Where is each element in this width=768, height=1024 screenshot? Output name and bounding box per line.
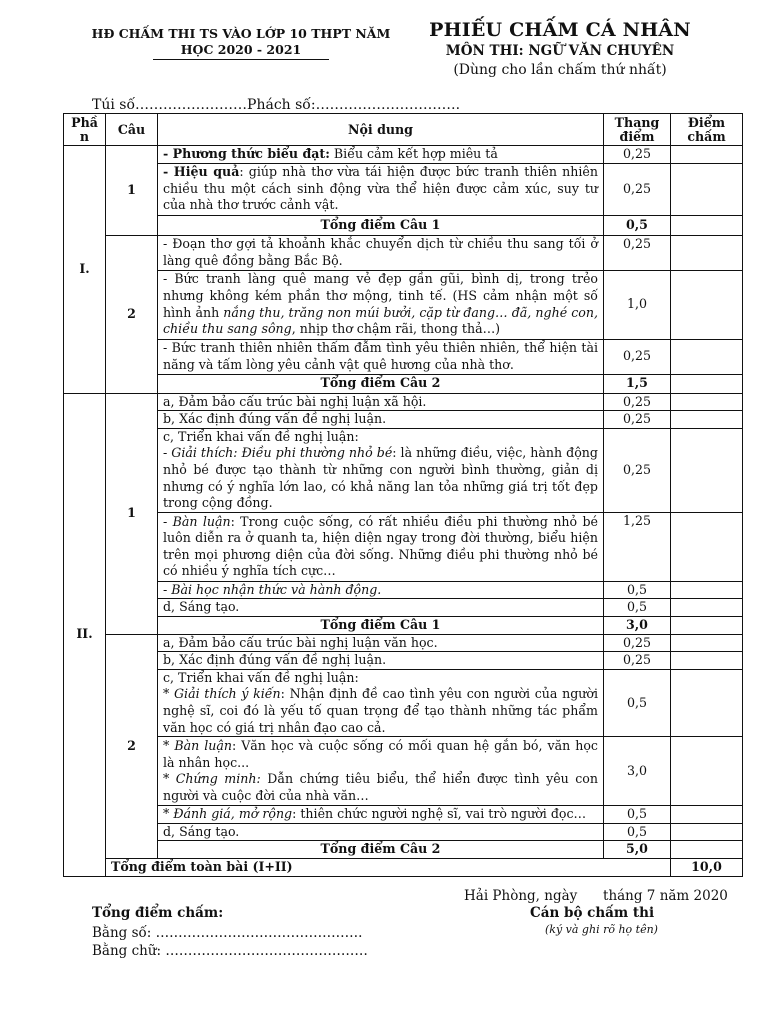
subtotal-label: Tổng điểm Câu 1 (158, 616, 604, 634)
content-cell: c, Triển khai vấn đề nghị luận: * Giải thích ý kiến: Nhận định đề cao tình yêu con người của người nghệ sĩ, coi đó là yếu tố quan trọng để tạo thành những tác phẩm văn học có giá trị nhân đạo cao cả. (158, 669, 604, 736)
header-max-score: Thang điểm (604, 114, 671, 146)
content-cell: * Bàn luận: Văn học và cuộc sống có mối quan hệ gắn bó, văn học là nhân học... * Chứng minh: Dẫn chứng tiêu biểu, thể hiển được tình yêu con người và cuộc đời của nhà văn… (158, 737, 604, 806)
scoring-table (63, 113, 743, 877)
grand-total-score: 10,0 (671, 858, 743, 876)
awarded-score-cell[interactable] (671, 512, 743, 581)
max-score: 0,25 (604, 339, 671, 374)
subtotal-row (64, 215, 743, 235)
content-cell: a, Đảm bảo cấu trúc bài nghị luận văn học. (158, 634, 604, 652)
subtotal-row (64, 374, 743, 393)
awarded-score-cell[interactable] (671, 339, 743, 374)
max-score: 0,5 (604, 806, 671, 824)
content-cell: - Hiệu quả: giúp nhà thơ vừa tái hiện được bức tranh thiên nhiên chiều thu một cách sinh động vừa thể hiện được cảm xúc, suy tư của nhà thơ trước cảnh vật. (158, 163, 604, 215)
subtotal-row (64, 841, 743, 859)
subtotal-label: Tổng điểm Câu 2 (158, 841, 604, 859)
subtotal-label: Tổng điểm Câu 2 (158, 374, 604, 393)
part-label: I. (64, 146, 106, 394)
max-score: 1,25 (604, 512, 671, 581)
table-row (64, 581, 743, 599)
question-label: 2 (106, 235, 158, 393)
part-label: II. (64, 393, 106, 876)
content-cell: - Đoạn thơ gợi tả khoảnh khắc chuyển dịch từ chiều thu sang tối ở làng quê đồng bằng Bắc Bộ. (158, 235, 604, 270)
content-cell: * Đánh giá, mở rộng: thiên chức người nghệ sĩ, vai trò người đọc… (158, 806, 604, 824)
form-note: (Dùng cho lần chấm thứ nhất) (453, 62, 667, 78)
max-score: 0,5 (604, 599, 671, 617)
awarded-score-cell[interactable] (671, 823, 743, 841)
max-score: 0,5 (604, 823, 671, 841)
place-date: Hải Phòng, ngày tháng 7 năm 2020 (464, 888, 728, 904)
awarded-score-cell[interactable] (671, 428, 743, 512)
awarded-score-cell[interactable] (671, 599, 743, 617)
total-score-label: Tổng điểm chấm: (92, 905, 224, 921)
subtotal-label: Tổng điểm Câu 1 (158, 215, 604, 235)
table-row (64, 634, 743, 652)
max-score: 0,25 (604, 393, 671, 411)
officer-label: Cán bộ chấm thi (530, 905, 655, 921)
awarded-score-cell[interactable] (671, 215, 743, 235)
table-row (64, 339, 743, 374)
table-row (64, 235, 743, 270)
content-cell: - Bức tranh thiên nhiên thấm đẫm tình yêu thiên nhiên, thể hiện tài năng và tấm lòng yêu cảnh vật quê hương của nhà thơ. (158, 339, 604, 374)
max-score: 0,25 (604, 634, 671, 652)
table-row (64, 652, 743, 670)
table-header-row (64, 114, 743, 146)
max-score: 0,25 (604, 428, 671, 512)
max-score: 0,5 (604, 581, 671, 599)
score-in-words[interactable]: Bằng chữ: ……………………………………… (92, 943, 368, 959)
bag-code-line: Túi số……………………Phách số:…………………………. (92, 97, 461, 113)
table-row (64, 823, 743, 841)
content-cell: b, Xác định đúng vấn đề nghị luận. (158, 652, 604, 670)
grand-total-label: Tổng điểm toàn bài (I+II) (106, 858, 671, 876)
awarded-score-cell[interactable] (671, 163, 743, 215)
content-cell: - Phương thức biểu đạt: Biểu cảm kết hợp miêu tả (158, 146, 604, 164)
content-cell: - Bàn luận: Trong cuộc sống, có rất nhiều điều phi thường nhỏ bé luôn diễn ra ở quanh ta, hiện diện ngay trong đời thường, biểu hiện trên mọi phương diện của đời sống. Những điều phi thường nhỏ bé có nhiều ý nghĩa tích cực… (158, 512, 604, 581)
max-score: 0,25 (604, 146, 671, 164)
max-score: 0,5 (604, 669, 671, 736)
header-content: Nội dung (158, 114, 604, 146)
table-row (64, 737, 743, 806)
awarded-score-cell[interactable] (671, 806, 743, 824)
form-header (410, 18, 710, 80)
table-row (64, 599, 743, 617)
score-in-numbers[interactable]: Bằng số: ………………………………………. (92, 925, 363, 941)
table-row (64, 806, 743, 824)
content-cell: a, Đảm bảo cấu trúc bài nghị luận xã hội. (158, 393, 604, 411)
grand-total-row (64, 858, 743, 876)
table-row (64, 163, 743, 215)
awarded-score-cell[interactable] (671, 634, 743, 652)
header-part: Phầ n (64, 114, 106, 146)
max-score: 3,0 (604, 737, 671, 806)
max-score: 1,0 (604, 270, 671, 339)
content-cell: d, Sáng tạo. (158, 599, 604, 617)
awarded-score-cell[interactable] (671, 737, 743, 806)
awarded-score-cell[interactable] (671, 841, 743, 859)
max-score: 0,25 (604, 652, 671, 670)
subtotal-score: 5,0 (604, 841, 671, 859)
form-subject: MÔN THI: NGỮ VĂN CHUYÊN (445, 43, 675, 59)
max-score: 0,25 (604, 411, 671, 429)
subtotal-score: 3,0 (604, 616, 671, 634)
max-score: 0,25 (604, 235, 671, 270)
header-awarded-score: Điểm chấm (671, 114, 743, 146)
content-cell: - Bức tranh làng quê mang vẻ đẹp gần gũi, bình dị, trong trẻo nhưng không kém phần thơ mộng, tinh tế. (HS cảm nhận một số hình ảnh nắng thu, trăng non múi bưởi, cặp từ đang… đã, nghé con, chiều thu sang sông, nhịp thơ chậm rãi, thong thả…) (158, 270, 604, 339)
table-row (64, 411, 743, 429)
content-cell: b, Xác định đúng vấn đề nghị luận. (158, 411, 604, 429)
table-row (64, 669, 743, 736)
awarded-score-cell[interactable] (671, 146, 743, 164)
max-score: 0,25 (604, 163, 671, 215)
awarded-score-cell[interactable] (671, 270, 743, 339)
table-row (64, 393, 743, 411)
awarded-score-cell[interactable] (671, 374, 743, 393)
awarded-score-cell[interactable] (671, 411, 743, 429)
table-row (64, 270, 743, 339)
content-cell: - Bài học nhận thức và hành động. (158, 581, 604, 599)
header-question: Câu (106, 114, 158, 146)
form-title: PHIẾU CHẤM CÁ NHÂN (429, 19, 691, 41)
officer-signature-note: (ký và ghi rõ họ tên) (545, 923, 658, 936)
question-label: 1 (106, 146, 158, 236)
content-cell: d, Sáng tạo. (158, 823, 604, 841)
question-label: 2 (106, 634, 158, 858)
awarded-score-cell[interactable] (671, 581, 743, 599)
awarded-score-cell[interactable] (671, 235, 743, 270)
subtotal-row (64, 616, 743, 634)
awarded-score-cell[interactable] (671, 669, 743, 736)
awarded-score-cell[interactable] (671, 393, 743, 411)
content-cell: c, Triển khai vấn đề nghị luận: - Giải thích: Điều phi thường nhỏ bé: là những điều, việc, hành động nhỏ bé được tạo thành từ những con người bình thường, giản dị nhưng có ý nghĩa lớn lao, có khả năng lan tỏa những giá trị tốt đẹp trong cộng đồng. (158, 428, 604, 512)
subtotal-score: 0,5 (604, 215, 671, 235)
awarded-score-cell[interactable] (671, 616, 743, 634)
council-header (78, 26, 404, 60)
table-row (64, 428, 743, 512)
council-line2: HỌC 2020 - 2021 (153, 42, 329, 60)
subtotal-score: 1,5 (604, 374, 671, 393)
question-label: 1 (106, 393, 158, 634)
table-row (64, 146, 743, 164)
table-row (64, 512, 743, 581)
awarded-score-cell[interactable] (671, 652, 743, 670)
council-line1: HĐ CHẤM THI TS VÀO LỚP 10 THPT NĂM (91, 26, 391, 41)
